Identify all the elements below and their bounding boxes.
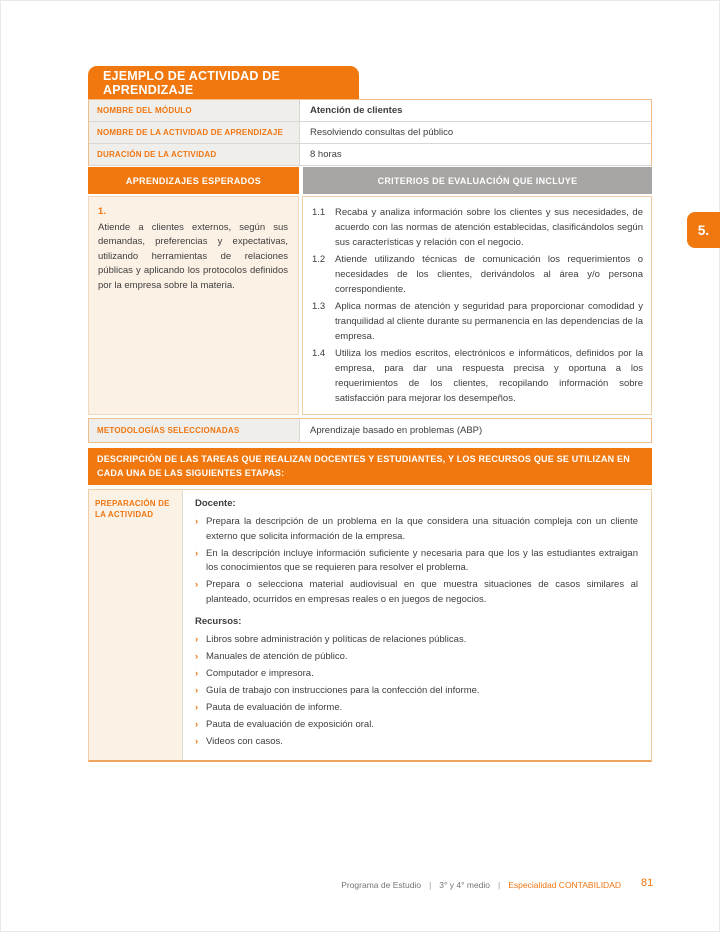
docente-list-item (195, 578, 638, 607)
recursos-list (195, 633, 638, 750)
module-name-label: NOMBRE DEL MÓDULO (89, 100, 300, 121)
criteria-item (312, 346, 643, 406)
duration-value: 8 horas (310, 149, 342, 160)
bullet-chevron-icon: › (195, 736, 199, 747)
footer-specialty: Especialidad CONTABILIDAD (508, 880, 621, 890)
criteria-item (312, 299, 643, 344)
activity-name-label: NOMBRE DE LA ACTIVIDAD DE APRENDIZAJE (89, 122, 300, 143)
recursos-item-text: Computador e impresora. (206, 668, 314, 679)
criteria-text: Recaba y analiza información sobre los clientes y sus necesidades, de acuerdo con las normas de atención establecidas, clasificándolos según sus características y relación con el negocio. (335, 207, 643, 248)
section-header-row (88, 167, 652, 194)
methodology-value: Aprendizaje basado en problemas (ABP) (310, 425, 483, 436)
expected-learning-header: APRENDIZAJES ESPERADOS (88, 167, 299, 194)
recursos-list-item (195, 735, 638, 750)
bullet-chevron-icon: › (195, 579, 199, 590)
bullet-chevron-icon: › (195, 651, 199, 662)
recursos-list-item (195, 701, 638, 716)
activity-table (88, 99, 652, 762)
footer-grade: 3° y 4° medio (439, 880, 491, 890)
recursos-item-text: Manuales de atención de público. (206, 651, 348, 662)
bullet-chevron-icon: › (195, 668, 199, 679)
page-number: 81 (641, 877, 654, 889)
footer-separator: | (498, 880, 501, 890)
expected-learning-text: Atiende a clientes externos, según sus demandas, preferencias y expectativas, utilizando herramientas de relaciones públicas y aplicando los protocolos definidos por la empresa sobre la materia. (98, 221, 288, 291)
recursos-item-text: Videos con casos. (206, 736, 283, 747)
recursos-list-item (195, 718, 638, 733)
recursos-list-item (195, 667, 638, 682)
criteria-number: 1.1 (312, 207, 326, 218)
table-row-duration (89, 144, 651, 166)
recursos-list-item (195, 633, 638, 648)
criteria-item (312, 252, 643, 297)
docente-list-item (195, 547, 638, 576)
docente-list (195, 515, 638, 607)
bullet-chevron-icon: › (195, 547, 199, 559)
recursos-item-text: Pauta de evaluación de exposición oral. (206, 719, 374, 730)
recursos-list-item (195, 650, 638, 665)
footer-program: Programa de Estudio (341, 880, 422, 890)
bullet-chevron-icon: › (195, 685, 199, 696)
table-row-activity-name (89, 122, 651, 144)
module-name-value: Atención de clientes (310, 105, 403, 116)
recursos-heading: Recursos: (195, 616, 242, 627)
methodology-label: METODOLOGÍAS SELECCIONADAS (89, 419, 300, 442)
preparation-body (183, 490, 651, 760)
criteria-text: Aplica normas de atención y seguridad para proporcionar comodidad y tranquilidad al cliente durante su permanencia en las dependencias de la empresa. (335, 301, 643, 342)
recursos-list-item (195, 684, 638, 699)
activity-name-value: Resolviendo consultas del público (310, 127, 454, 138)
bullet-chevron-icon: › (195, 634, 199, 645)
docente-item-text: Prepara o selecciona material audiovisual en que muestra situaciones de casos similares al planteado, ocurridos en empresas reales o en juegos de negocios. (206, 579, 638, 605)
recursos-item-text: Libros sobre administración y políticas de relaciones públicas. (206, 634, 467, 645)
duration-label: DURACIÓN DE LA ACTIVIDAD (89, 144, 300, 165)
docente-list-item (195, 515, 638, 544)
evaluation-criteria-header: CRITERIOS DE EVALUACIÓN QUE INCLUYE (303, 167, 652, 194)
table-row-methodology (88, 418, 652, 443)
preparation-row (88, 489, 652, 762)
docente-heading: Docente: (195, 498, 236, 509)
criteria-number: 1.3 (312, 301, 326, 312)
criteria-item (312, 205, 643, 250)
preparation-stage-label: PREPARACIÓN DE LA ACTIVIDAD (89, 490, 183, 760)
expected-learning-number: 1. (98, 206, 106, 217)
criteria-text: Utiliza los medios escritos, electrónicos e informáticos, definidos por la empresa, para dar una respuesta precisa y oportuna a los requerimientos de los clientes, recopilando información sobre satisfacción para mejorar los desempeños. (335, 348, 643, 404)
criteria-number: 1.4 (312, 348, 326, 359)
criteria-text: Atiende utilizando técnicas de comunicación los requerimientos o necesidades de los clientes, derivándolos al área y/o persona correspondiente. (335, 254, 643, 295)
recursos-item-text: Guía de trabajo con instrucciones para la confección del informe. (206, 685, 480, 696)
criteria-number: 1.2 (312, 254, 326, 265)
table-row-module-name (89, 100, 651, 122)
info-rows (88, 99, 652, 166)
docente-item-text: Prepara la descripción de un problema en la que considera una situación compleja con un cliente externo que solicita información de la empresa. (206, 516, 638, 542)
footer-breadcrumb (0, 880, 621, 890)
expected-learning-cell (88, 196, 299, 415)
learning-content-row (88, 196, 652, 415)
bullet-chevron-icon: › (195, 719, 199, 730)
page-title: EJEMPLO DE ACTIVIDAD DE APRENDIZAJE (88, 66, 359, 99)
docente-item-text: En la descripción incluye información suficiente y necesaria para que los y las estudiantes extraigan los conocimientos que se requieren para resolver el problema. (206, 547, 638, 573)
chapter-tab: 5. (687, 212, 720, 248)
bullet-chevron-icon: › (195, 516, 199, 527)
recursos-item-text: Pauta de evaluación de informe. (206, 702, 343, 713)
bullet-chevron-icon: › (195, 702, 199, 713)
evaluation-criteria-cell (302, 196, 652, 415)
description-banner: DESCRIPCIÓN DE LAS TAREAS QUE REALIZAN DOCENTES Y ESTUDIANTES, Y LOS RECURSOS QUE SE UTILIZAN EN CADA UNA DE LAS SIGUIENTES ETAPAS: (88, 448, 652, 485)
footer-separator: | (429, 880, 432, 890)
